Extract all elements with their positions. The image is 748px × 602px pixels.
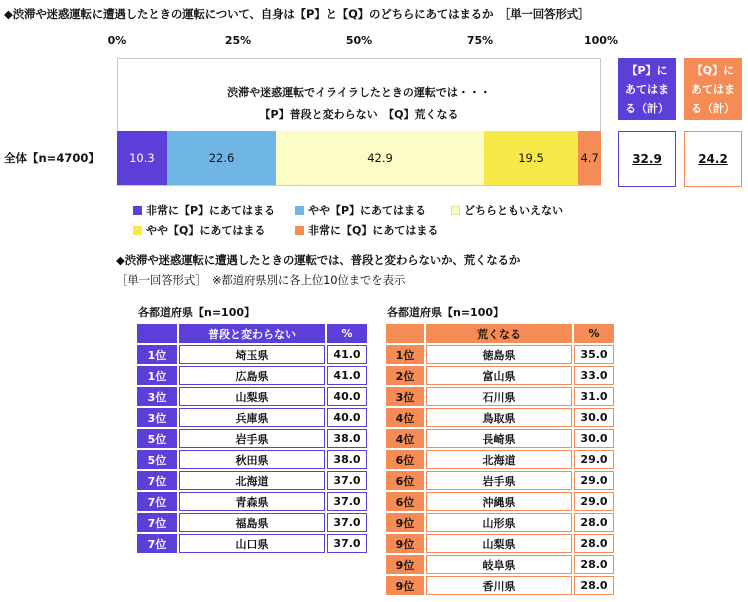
x-tick-label: 75% xyxy=(466,34,494,47)
pct-header: % xyxy=(327,324,367,343)
table-row xyxy=(137,534,367,553)
table-row xyxy=(137,408,367,427)
right-ranking-table xyxy=(386,322,614,597)
rank-cell: 6位 xyxy=(386,450,424,469)
prefecture-cell: 山口県 xyxy=(179,534,325,553)
table-row xyxy=(137,450,367,469)
table-row xyxy=(137,345,367,364)
rank-cell: 9位 xyxy=(386,576,424,595)
bar-segment xyxy=(117,131,167,185)
bar-segment xyxy=(167,131,276,185)
prefecture-cell: 鳥取県 xyxy=(426,408,572,427)
prefecture-cell: 沖縄県 xyxy=(426,492,572,511)
prefecture-cell: 岩手県 xyxy=(426,471,572,490)
data-label: 10.3 xyxy=(129,151,155,165)
rank-cell: 2位 xyxy=(386,366,424,385)
section2-subtitle: ［単一回答形式］ ※都道府県別に各上位10位までを表示 xyxy=(116,273,406,287)
prefecture-cell: 長崎県 xyxy=(426,429,572,448)
prefecture-cell: 富山県 xyxy=(426,366,572,385)
rank-cell: 4位 xyxy=(386,429,424,448)
x-tick-label: 0% xyxy=(107,34,127,47)
legend-swatch xyxy=(451,206,460,215)
pct-header: % xyxy=(574,324,614,343)
rank-cell: 3位 xyxy=(137,387,177,406)
x-tick-label: 25% xyxy=(224,34,252,47)
data-label: 19.5 xyxy=(518,151,544,165)
table-row xyxy=(386,450,614,469)
rank-header xyxy=(386,324,424,343)
right-table-title: 各都道府県【n=100】 xyxy=(387,306,505,319)
rank-cell: 4位 xyxy=(386,408,424,427)
left-ranking-table xyxy=(137,322,367,555)
table-header-row xyxy=(386,324,614,343)
prefecture-cell: 兵庫県 xyxy=(179,408,325,427)
prefecture-cell: 徳島県 xyxy=(426,345,572,364)
rank-cell: 7位 xyxy=(137,513,177,532)
percent-cell: 40.0 xyxy=(327,408,367,427)
legend-label: 非常に【Q】にあてはまる xyxy=(308,224,439,237)
data-label: 42.9 xyxy=(367,151,393,165)
legend-swatch xyxy=(133,206,142,215)
summary-q-value: 24.2 xyxy=(684,131,742,187)
percent-cell: 37.0 xyxy=(327,534,367,553)
table-row xyxy=(137,387,367,406)
percent-cell: 41.0 xyxy=(327,345,367,364)
rank-cell: 1位 xyxy=(137,345,177,364)
legend xyxy=(133,202,603,242)
prefecture-cell: 岩手県 xyxy=(179,429,325,448)
legend-label: どちらともいえない xyxy=(464,204,563,217)
percent-cell: 38.0 xyxy=(327,429,367,448)
data-label: 22.6 xyxy=(208,151,235,165)
prefecture-cell: 山梨県 xyxy=(179,387,325,406)
percent-cell: 29.0 xyxy=(574,492,614,511)
summary-p-header: 【P】にあてはまる（計） xyxy=(618,58,676,120)
table-row xyxy=(386,534,614,553)
percent-cell: 38.0 xyxy=(327,450,367,469)
table-row xyxy=(386,345,614,364)
table-row xyxy=(137,492,367,511)
percent-cell: 28.0 xyxy=(574,576,614,595)
table-row xyxy=(386,387,614,406)
percent-cell: 40.0 xyxy=(327,387,367,406)
table-row xyxy=(137,471,367,490)
rank-cell: 5位 xyxy=(137,450,177,469)
table-row xyxy=(386,576,614,595)
prefecture-cell: 広島県 xyxy=(179,366,325,385)
legend-item xyxy=(451,202,563,218)
prefecture-cell: 山梨県 xyxy=(426,534,572,553)
percent-cell: 41.0 xyxy=(327,366,367,385)
percent-cell: 37.0 xyxy=(327,471,367,490)
rank-cell: 1位 xyxy=(137,366,177,385)
percent-cell: 35.0 xyxy=(574,345,614,364)
left-table-title: 各都道府県【n=100】 xyxy=(138,306,256,319)
summary-q-header: 【Q】にあてはまる（計） xyxy=(684,58,742,120)
percent-cell: 37.0 xyxy=(327,513,367,532)
table-row xyxy=(386,366,614,385)
section2-title: ◆渋滞や迷惑運転に遭遇したときの運転では、普段と変わらないか、荒くなるか xyxy=(116,253,521,267)
rank-cell: 7位 xyxy=(137,534,177,553)
table-row xyxy=(386,492,614,511)
rank-cell: 7位 xyxy=(137,492,177,511)
rank-cell: 5位 xyxy=(137,429,177,448)
rank-cell: 3位 xyxy=(386,387,424,406)
rank-cell: 7位 xyxy=(137,471,177,490)
rank-cell: 6位 xyxy=(386,471,424,490)
table-row xyxy=(386,555,614,574)
percent-cell: 28.0 xyxy=(574,513,614,532)
prefecture-cell: 山形県 xyxy=(426,513,572,532)
chart-caption-line1: 渋滞や迷惑運転でイライラしたときの運転では・・・ xyxy=(227,86,491,99)
rank-cell: 3位 xyxy=(137,408,177,427)
data-label: 4.7 xyxy=(580,151,599,165)
table-row xyxy=(137,429,367,448)
category-label: 全体【n=4700】 xyxy=(4,151,100,165)
percent-cell: 30.0 xyxy=(574,429,614,448)
percent-cell: 30.0 xyxy=(574,408,614,427)
percent-cell: 28.0 xyxy=(574,555,614,574)
table-row xyxy=(386,429,614,448)
bar-segment xyxy=(578,131,601,185)
legend-item xyxy=(295,222,438,238)
rank-cell: 6位 xyxy=(386,492,424,511)
rank-cell: 9位 xyxy=(386,555,424,574)
percent-cell: 29.0 xyxy=(574,471,614,490)
percent-cell: 31.0 xyxy=(574,387,614,406)
rank-cell: 9位 xyxy=(386,534,424,553)
table-row xyxy=(386,408,614,427)
stacked-bar xyxy=(117,131,601,185)
legend-label: 非常に【P】にあてはまる xyxy=(146,204,276,217)
percent-cell: 29.0 xyxy=(574,450,614,469)
table-header-row xyxy=(137,324,367,343)
prefecture-cell: 北海道 xyxy=(179,471,325,490)
x-tick-label: 100% xyxy=(584,34,618,47)
prefecture-cell: 北海道 xyxy=(426,450,572,469)
percent-cell: 37.0 xyxy=(327,492,367,511)
percent-cell: 33.0 xyxy=(574,366,614,385)
rank-cell: 9位 xyxy=(386,513,424,532)
legend-swatch xyxy=(133,226,142,235)
legend-swatch xyxy=(295,206,304,215)
percent-cell: 28.0 xyxy=(574,534,614,553)
summary-p-value: 32.9 xyxy=(618,131,676,187)
column-header: 普段と変わらない xyxy=(179,324,325,343)
legend-item xyxy=(295,202,426,218)
prefecture-cell: 青森県 xyxy=(179,492,325,511)
rank-header xyxy=(137,324,177,343)
table-row xyxy=(386,513,614,532)
rank-cell: 1位 xyxy=(386,345,424,364)
table-row xyxy=(137,366,367,385)
legend-item xyxy=(133,222,265,238)
prefecture-cell: 秋田県 xyxy=(179,450,325,469)
bar-segment xyxy=(276,131,484,185)
prefecture-cell: 香川県 xyxy=(426,576,572,595)
table-row xyxy=(386,471,614,490)
prefecture-cell: 岐阜県 xyxy=(426,555,572,574)
table-row xyxy=(137,513,367,532)
prefecture-cell: 福島県 xyxy=(179,513,325,532)
legend-swatch xyxy=(295,226,304,235)
legend-label: やや【Q】にあてはまる xyxy=(146,224,266,237)
prefecture-cell: 埼玉県 xyxy=(179,345,325,364)
x-tick-label: 50% xyxy=(345,34,373,47)
legend-item xyxy=(133,202,275,218)
prefecture-cell: 石川県 xyxy=(426,387,572,406)
legend-label: やや【P】にあてはまる xyxy=(308,204,427,217)
chart-caption-line2: 【P】普段と変わらない 【Q】荒くなる xyxy=(259,108,459,121)
bar-segment xyxy=(484,131,578,185)
column-header: 荒くなる xyxy=(426,324,572,343)
chart-title: ◆渋滞や迷惑運転に遭遇したときの運転について、自身は【P】と【Q】のどちらにあてはまるか ［単一回答形式］ xyxy=(4,7,590,21)
